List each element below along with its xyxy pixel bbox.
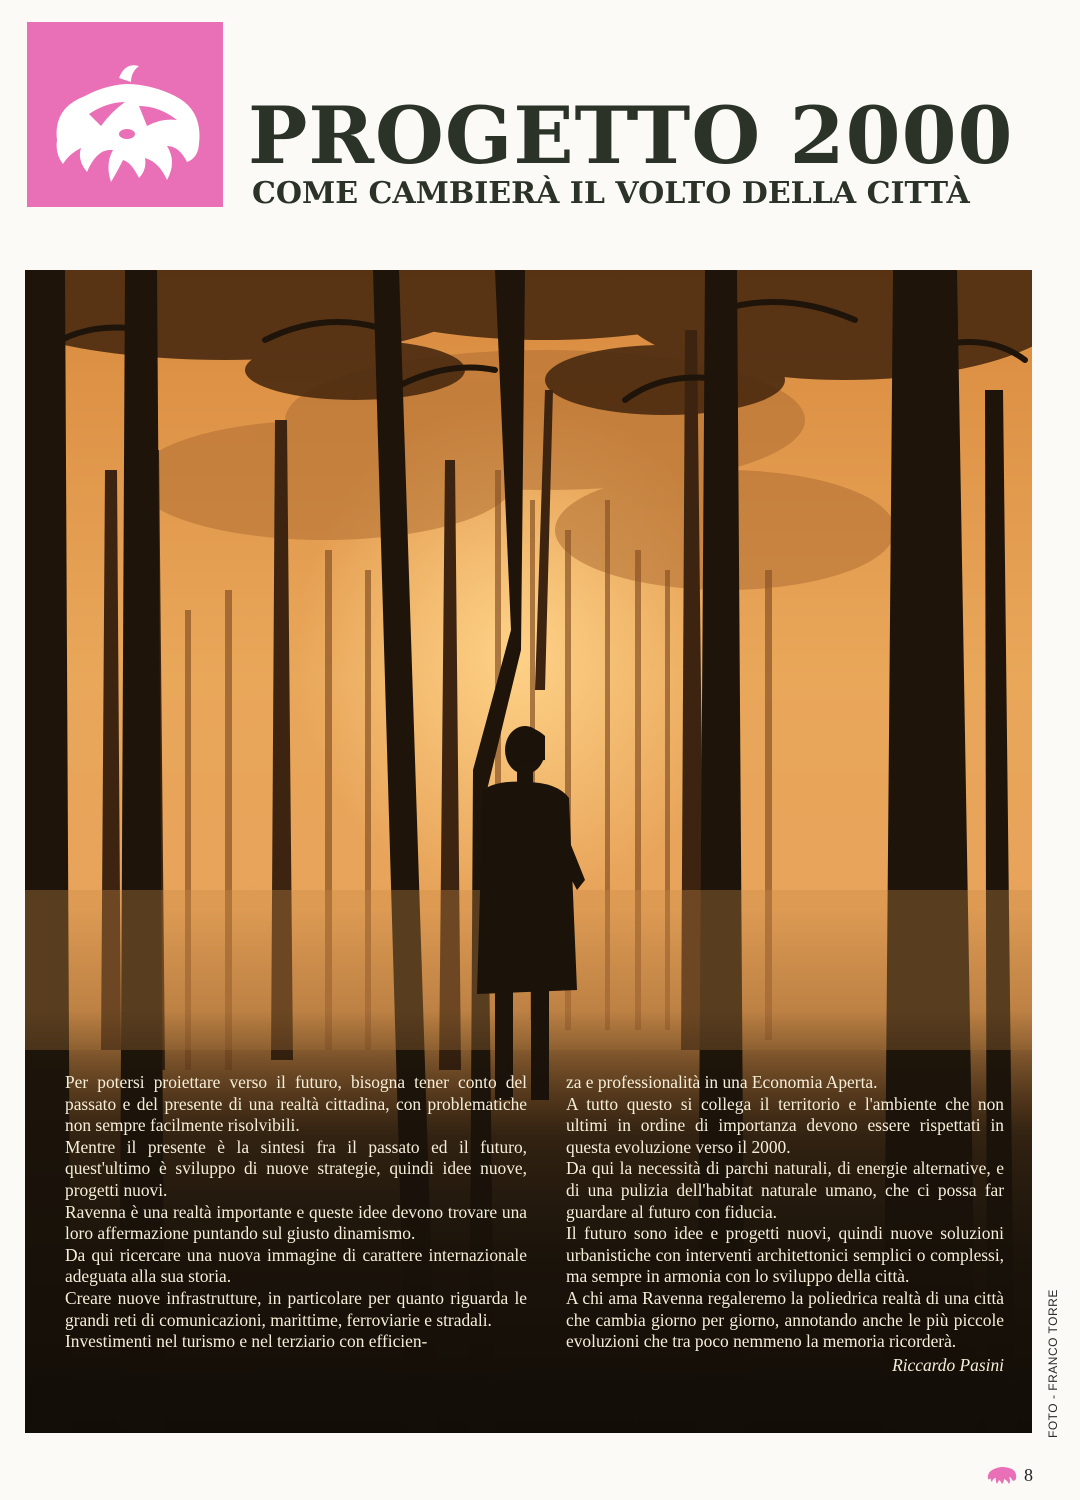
page-number: 8 bbox=[1024, 1464, 1033, 1485]
article-paragraph: Investimenti nel turismo e nel terziario con efficien- bbox=[65, 1331, 428, 1352]
article-paragraph: A chi ama Ravenna regaleremo la poliedrica realtà di una città che cambia giorno per giorno, annotando anche le più piccole evoluzioni che tra poco nemmeno la memoria ricorderà. bbox=[566, 1287, 1004, 1352]
small-flower-logo-icon bbox=[986, 1465, 1018, 1485]
photo-credit: FOTO - FRANCO TORRE bbox=[1046, 1289, 1060, 1438]
article-paragraph: A tutto questo si collega il territorio e l'ambiente che non ultimi in ordine di importanza devono essere rispettati in questa evoluzione verso il 2000. bbox=[566, 1093, 1004, 1157]
stylized-flower-logo-icon bbox=[27, 22, 223, 207]
article-paragraph: Ravenna è una realtà importante e queste idee devono trovare una loro affermazione puntando sul giusto dinamismo. bbox=[65, 1201, 527, 1244]
article-column-right bbox=[566, 1072, 1004, 1376]
logo-box bbox=[27, 22, 223, 207]
article-paragraph: Per potersi proiettare verso il futuro, bisogna tener conto del passato e del presente di una realtà cittadina, con problematiche non sempre facilmente risolvibili. bbox=[65, 1072, 527, 1136]
forest-photo bbox=[25, 270, 1032, 1433]
article-paragraph: za e professionalità in una Economia Aperta. bbox=[566, 1072, 878, 1092]
article-column-left bbox=[65, 1072, 527, 1353]
page-title: PROGETTO 2000 bbox=[248, 89, 1014, 182]
article-paragraph: Da qui la necessità di parchi naturali, di energie alternative, e di una pulizia dell'habitat naturale umano, che ci possa far guardare al futuro con fiducia. bbox=[566, 1158, 1004, 1222]
article-paragraph: Creare nuove infrastrutture, in particolare per quanto riguarda le grandi reti di comunicazioni, marittime, ferroviarie e stradali. bbox=[65, 1287, 527, 1330]
page-footer bbox=[986, 1460, 1033, 1490]
article-paragraph: Da qui ricercare una nuova immagine di carattere internazionale adeguata alla sua storia. bbox=[65, 1244, 527, 1287]
article-paragraph: Il futuro sono idee e progetti nuovi, quindi nuove soluzioni urbanistiche con interventi architettonici semplici o complessi, ma sempre in armonia con lo sviluppo della città. bbox=[566, 1223, 1004, 1287]
article-author: Riccardo Pasini bbox=[892, 1354, 1004, 1375]
article-paragraph: Mentre il presente è la sintesi fra il passato ed il futuro, quest'ultimo è sviluppo di nuove strategie, quindi idee nuove, progetti nuovi. bbox=[65, 1136, 527, 1200]
page-subtitle: COME CAMBIERÀ IL VOLTO DELLA CITTÀ bbox=[252, 176, 970, 211]
